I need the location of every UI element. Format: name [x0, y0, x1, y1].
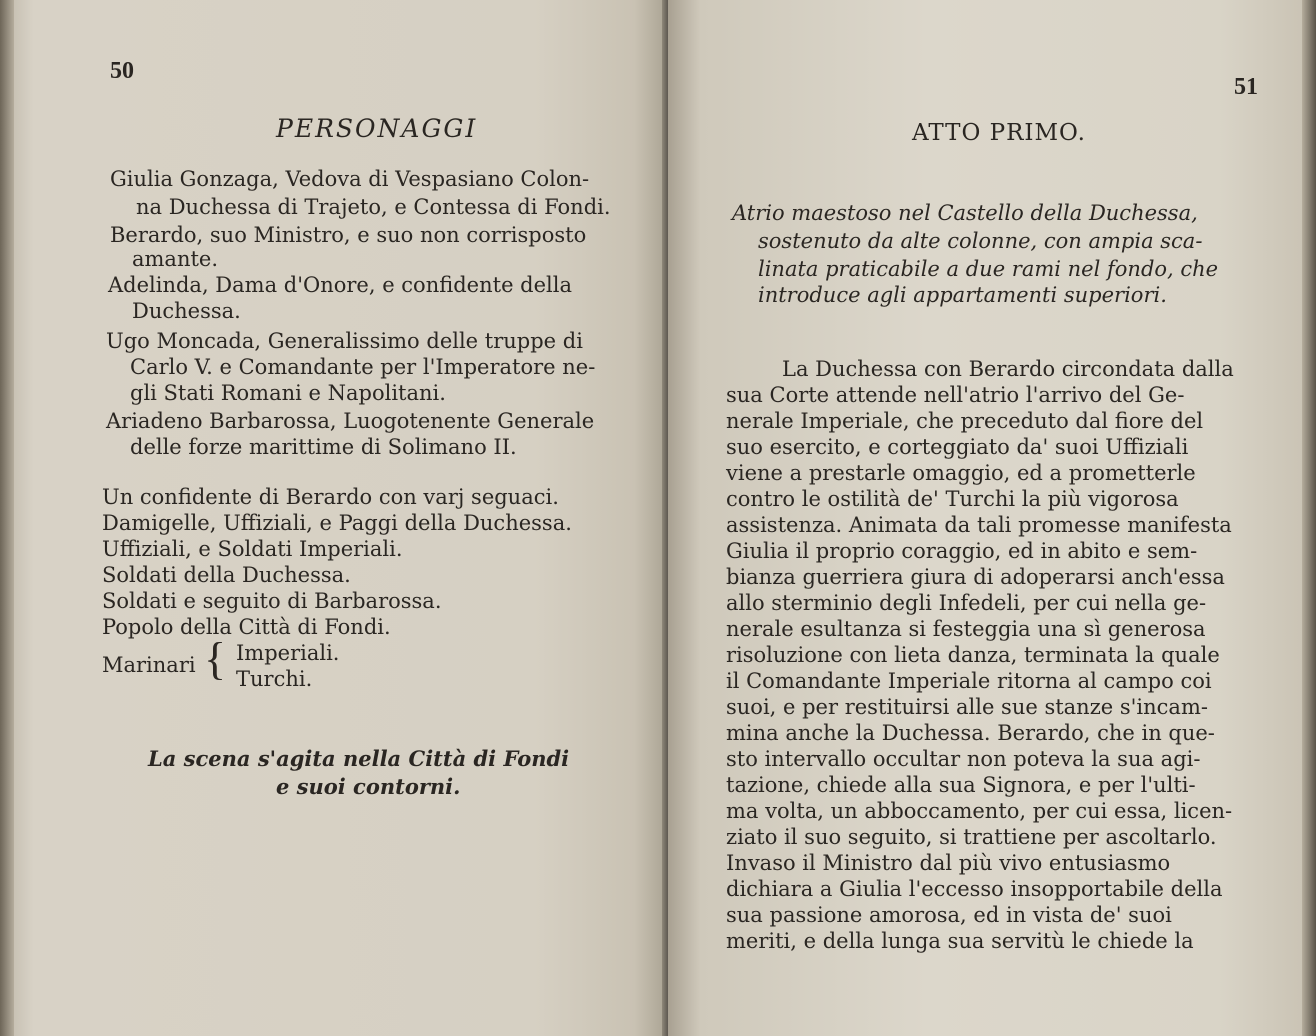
sailors-option: Turchi.: [236, 667, 313, 691]
body-line: risoluzione con lieta danza, terminata la quale: [726, 643, 1220, 667]
body-line: suoi, e per restituirsi alle sue stanze s'incam-: [726, 695, 1208, 719]
right-page-edge: [1302, 0, 1316, 1036]
page-heading-left: PERSONAGGI: [276, 114, 478, 143]
body-line: contro le ostilità de' Turchi la più vigorosa: [726, 487, 1179, 511]
character-line: Berardo, suo Ministro, e suo non corrisposto: [110, 223, 587, 247]
body-line: Invaso il Ministro dal più vivo entusiasmo: [726, 851, 1171, 875]
sailors-option: Imperiali.: [236, 641, 340, 665]
page-number-right: 51: [1234, 74, 1258, 100]
body-line: nerale Imperiale, che preceduto dal fiore del: [726, 409, 1204, 433]
body-line: mina anche la Duchessa. Berardo, che in que-: [726, 721, 1215, 745]
body-line: ma volta, un abboccamento, per cui essa, licen-: [726, 799, 1233, 823]
scene-note-line: La scena s'agita nella Città di Fondi: [148, 746, 570, 771]
cast-group-line: Popolo della Città di Fondi.: [102, 615, 391, 639]
body-line: tazione, chiede alla sua Signora, e per l'ulti-: [726, 773, 1196, 797]
body-line: sua Corte attende nell'atrio l'arrivo del Ge-: [726, 383, 1185, 407]
character-line: Giulia Gonzaga, Vedova di Vespasiano Colon-: [110, 167, 590, 191]
cast-group-line: Soldati e seguito di Barbarossa.: [102, 589, 442, 613]
character-line: delle forze marittime di Solimano II.: [130, 435, 517, 459]
character-line: Adelinda, Dama d'Onore, e confidente della: [108, 273, 572, 297]
body-line: nerale esultanza si festeggia una sì generosa: [726, 617, 1206, 641]
page-heading-right: ATTO PRIMO.: [912, 120, 1086, 146]
body-line: meriti, e della lunga sua servitù le chiede la: [726, 929, 1194, 953]
stage-direction-line: linata praticabile a due rami nel fondo, che: [758, 257, 1219, 281]
page-number-left: 50: [110, 58, 134, 84]
body-line: sto intervallo occultar non poteva la sua agi-: [726, 747, 1201, 771]
sailors-label: Marinari: [102, 653, 196, 677]
body-line: sua passione amorosa, ed in vista de' suoi: [726, 903, 1172, 927]
scene-note-line: e suoi contorni.: [276, 774, 461, 799]
character-line: Ugo Moncada, Generalissimo delle truppe di: [106, 329, 583, 353]
brace-glyph: {: [204, 633, 227, 684]
body-line: dichiara a Giulia l'eccesso insopportabile della: [726, 877, 1223, 901]
cast-group-line: Soldati della Duchessa.: [102, 563, 351, 587]
body-line: suo esercito, e corteggiato da' suoi Uffiziali: [726, 435, 1189, 459]
body-line: assistenza. Animata da tali promesse manifesta: [726, 513, 1232, 537]
body-line: allo sterminio degli Infedeli, per cui nella ge-: [726, 591, 1207, 615]
character-line: gli Stati Romani e Napolitani.: [130, 381, 446, 405]
cast-group-line: Damigelle, Uffiziali, e Paggi della Duchessa.: [102, 511, 572, 535]
character-line: na Duchessa di Trajeto, e Contessa di Fondi.: [136, 195, 611, 219]
body-line: il Comandante Imperiale ritorna al campo coi: [726, 669, 1212, 693]
body-line: Giulia il proprio coraggio, ed in abito e sem-: [726, 539, 1198, 563]
left-page-edge: [0, 0, 14, 1036]
stage-direction-line: Atrio maestoso nel Castello della Duchessa,: [732, 201, 1198, 225]
stage-direction-line: introduce agli appartamenti superiori.: [758, 283, 1167, 307]
character-line: amante.: [132, 247, 219, 271]
body-line: ziato il suo seguito, si trattiene per ascoltarlo.: [726, 825, 1217, 849]
character-line: Carlo V. e Comandante per l'Imperatore ne-: [130, 355, 596, 379]
body-line: bianza guerriera giura di adoperarsi anch'essa: [726, 565, 1225, 589]
character-line: Duchessa.: [132, 299, 241, 323]
cast-group-line: Uffiziali, e Soldati Imperiali.: [102, 537, 403, 561]
right-page: [668, 0, 1316, 1036]
body-line: viene a prestarle omaggio, ed a prometterle: [726, 461, 1196, 485]
body-line: La Duchessa con Berardo circondata dalla: [782, 357, 1234, 381]
cast-group-line: Un confidente di Berardo con varj seguaci.: [102, 485, 559, 509]
stage-direction-line: sostenuto da alte colonne, con ampia sca-: [758, 229, 1203, 253]
character-line: Ariadeno Barbarossa, Luogotenente Generale: [106, 409, 595, 433]
